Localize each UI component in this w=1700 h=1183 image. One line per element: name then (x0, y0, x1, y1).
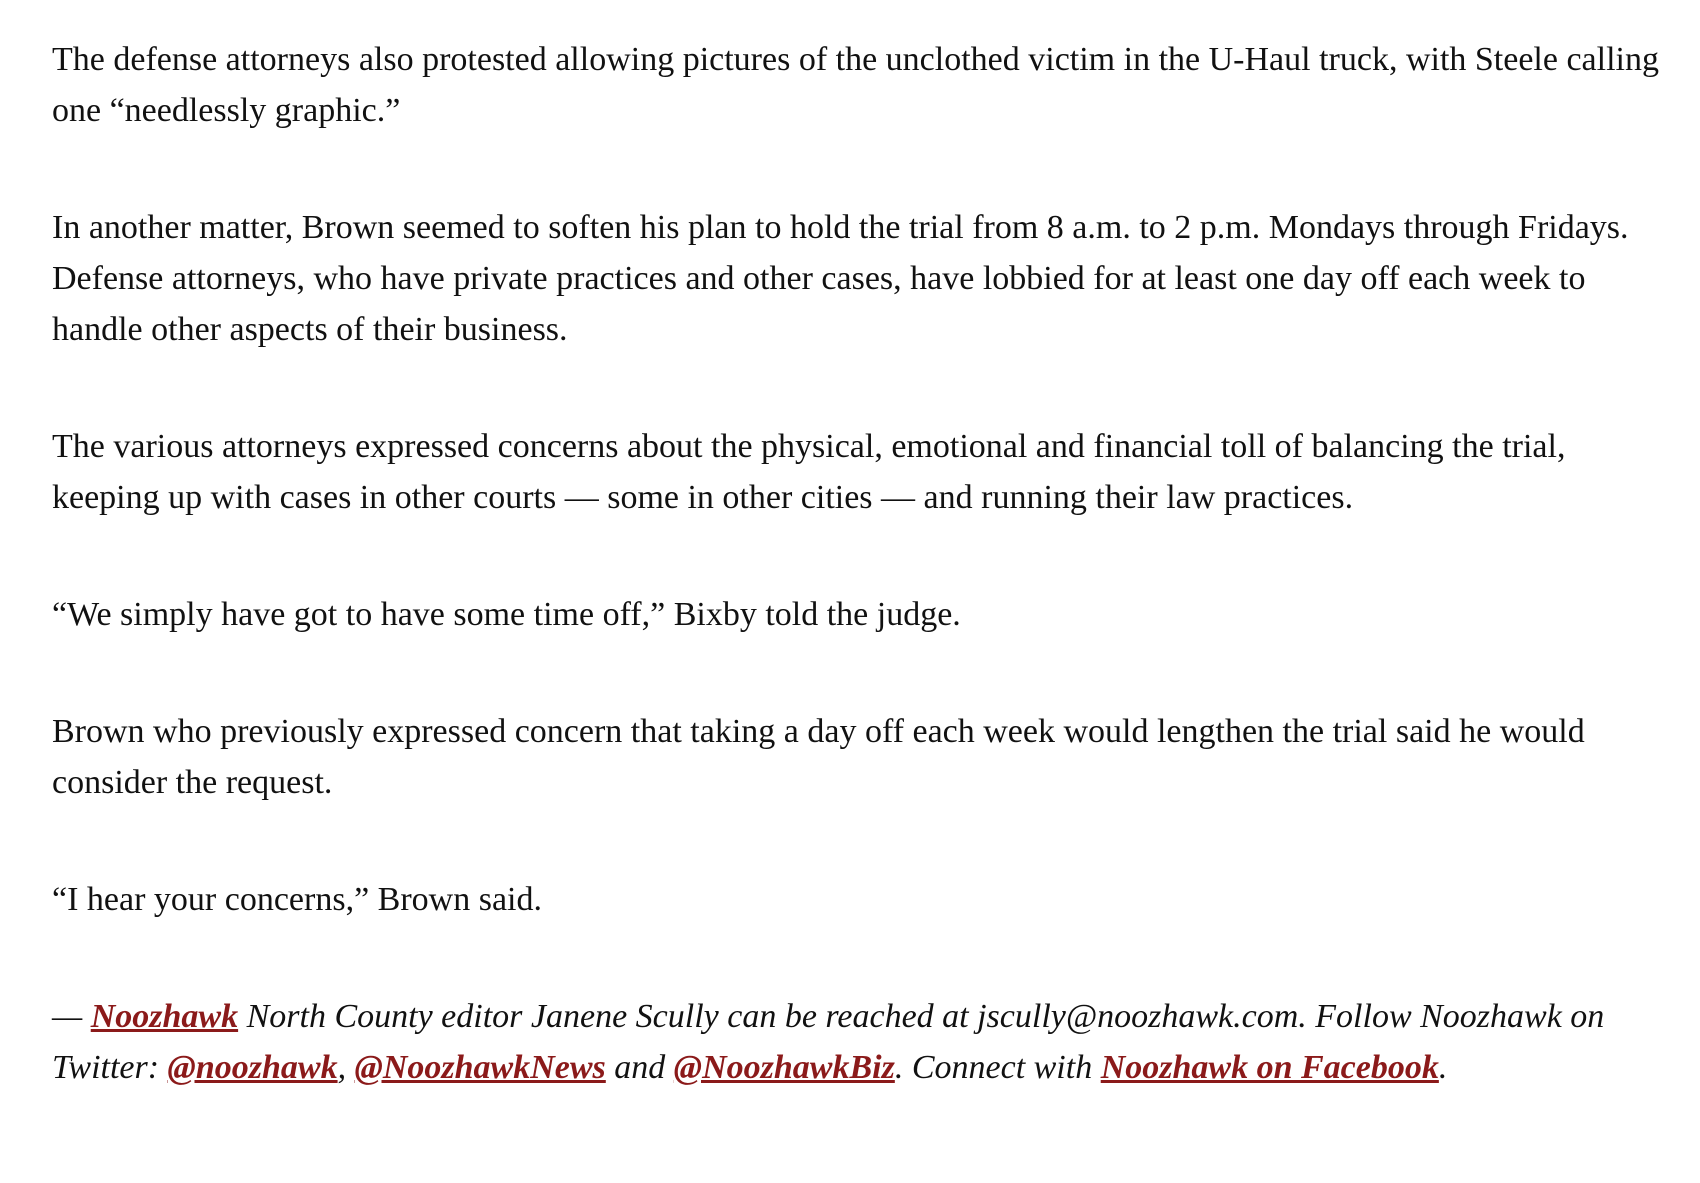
article-body (52, 34, 1662, 1093)
credit-separator: , (337, 1049, 355, 1086)
credit-dash: — (52, 998, 91, 1035)
paragraph-bixby-quote: “We simply have got to have some time off,” Bixby told the judge. (52, 596, 961, 633)
paragraph-defense-protest: The defense attorneys also protested allowing pictures of the unclothed victim in the U-Haul truck, with Steele calling one “needlessly graphic.” (52, 41, 1659, 129)
credit-text-editor: North County editor Janene Scully can be reached at jscully@noozhawk.com. Follow Noozhawk on Twitter: (52, 998, 1605, 1086)
credit-period: . (1438, 1049, 1448, 1086)
paragraph-brown-consider: Brown who previously expressed concern that taking a day off each week would lengthen the trial said he would consider the request. (52, 713, 1585, 801)
twitter-noozhawk-link[interactable]: @noozhawk (167, 1049, 338, 1086)
paragraph-brown-quote: “I hear your concerns,” Brown said. (52, 881, 542, 918)
noozhawk-link[interactable]: Noozhawk (90, 998, 239, 1035)
paragraph-trial-schedule: In another matter, Brown seemed to soften his plan to hold the trial from 8 a.m. to 2 p.m. Mondays through Fridays. Defense attorneys, who have private practices and other cases, have lobbied for at least one day off each week to handle other aspects of their business. (52, 209, 1629, 348)
author-credit (52, 991, 1662, 1093)
facebook-link[interactable]: Noozhawk on Facebook (1100, 1049, 1439, 1086)
credit-separator-and: and (605, 1049, 674, 1086)
paragraph-attorney-concerns: The various attorneys expressed concerns about the physical, emotional and financial toll of balancing the trial, keeping up with cases in other courts — some in other cities — and running their law practices. (52, 428, 1566, 516)
credit-text-connect: . Connect with (894, 1049, 1101, 1086)
twitter-noozhawkbiz-link[interactable]: @NoozhawkBiz (673, 1049, 895, 1086)
twitter-noozhawknews-link[interactable]: @NoozhawkNews (354, 1049, 606, 1086)
